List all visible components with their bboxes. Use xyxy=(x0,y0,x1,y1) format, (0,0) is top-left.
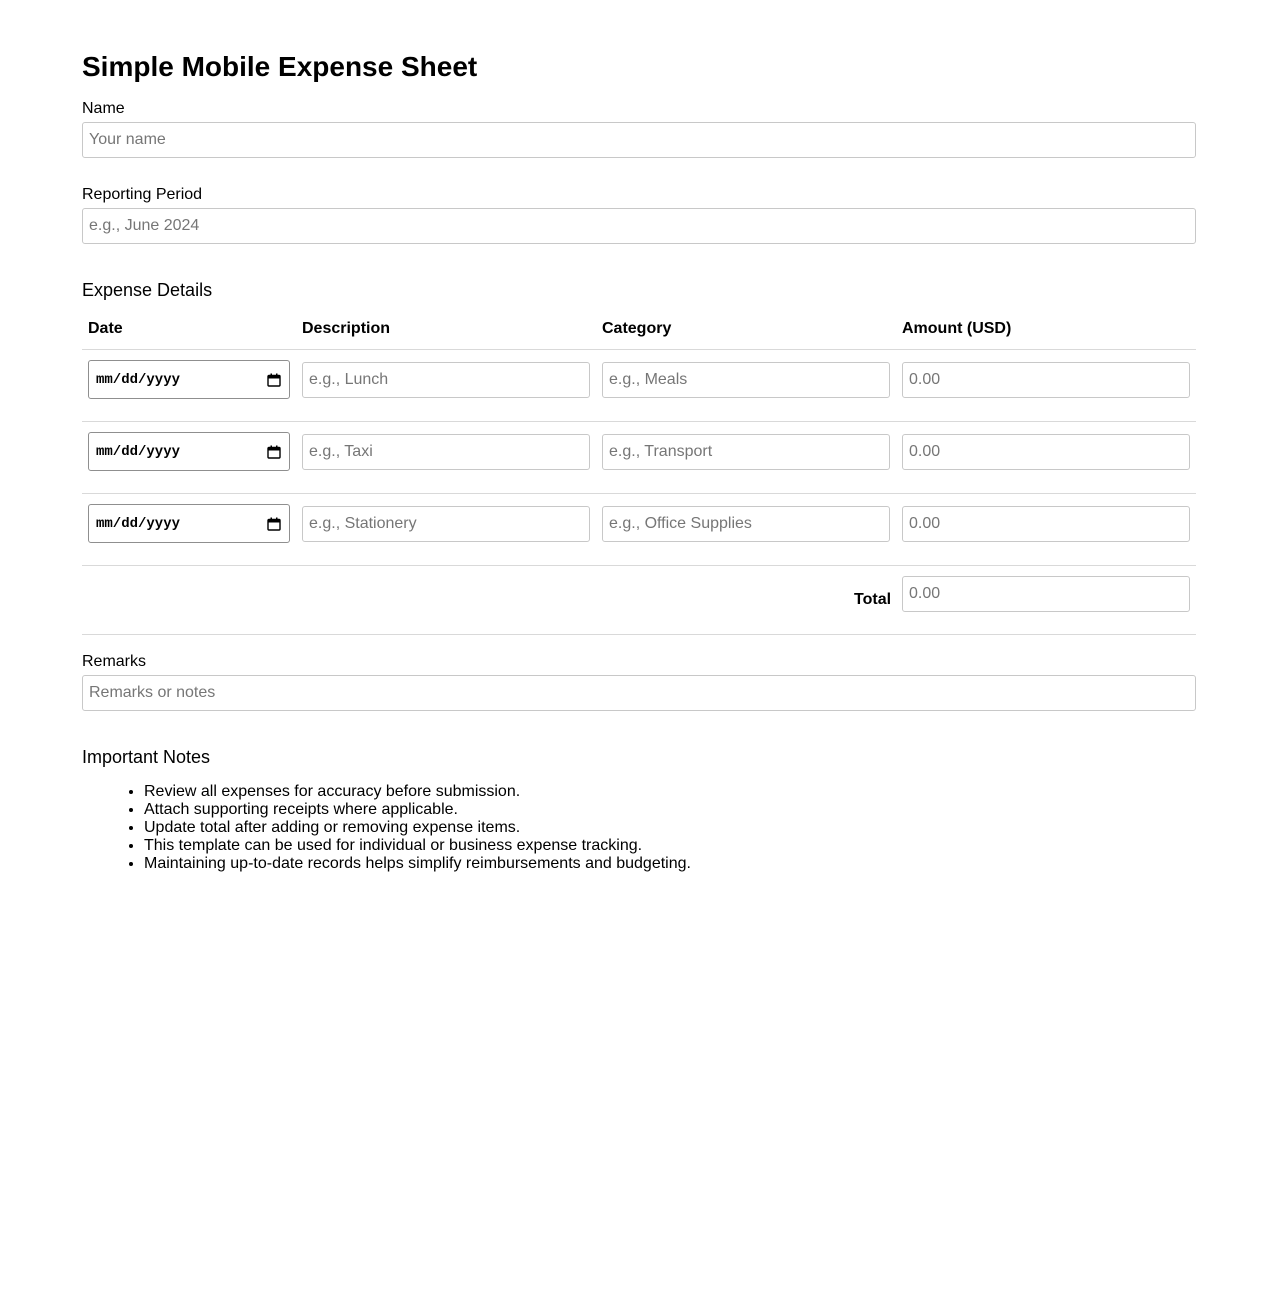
page-title: Simple Mobile Expense Sheet xyxy=(82,51,478,82)
table-header-divider xyxy=(82,349,1196,350)
name-input[interactable] xyxy=(82,122,1196,158)
important-notes-heading: Important Notes xyxy=(82,747,211,767)
row-divider xyxy=(82,421,1196,422)
calendar-icon[interactable] xyxy=(267,517,281,531)
reporting-period-input[interactable] xyxy=(82,208,1196,244)
calendar-icon[interactable] xyxy=(267,373,281,387)
amount-input[interactable] xyxy=(902,506,1190,542)
calendar-icon[interactable] xyxy=(267,445,281,459)
list-item: • Review all expenses for accuracy before submission. xyxy=(144,783,691,801)
date-input[interactable] xyxy=(88,360,290,399)
notes-list xyxy=(82,783,691,873)
total-amount-input[interactable] xyxy=(902,576,1190,612)
description-input[interactable] xyxy=(302,362,590,398)
table-bottom-divider xyxy=(82,634,1196,635)
category-input[interactable] xyxy=(602,362,890,398)
list-item: • Update total after adding or removing expense items. xyxy=(144,819,691,837)
name-label: Name xyxy=(82,100,125,117)
column-header-amount: Amount (USD) xyxy=(902,320,1012,337)
row-divider xyxy=(82,565,1196,566)
column-header-description: Description xyxy=(302,320,391,337)
description-input[interactable] xyxy=(302,434,590,470)
column-header-category: Category xyxy=(602,320,672,337)
amount-input[interactable] xyxy=(902,362,1190,398)
date-input[interactable] xyxy=(88,504,290,543)
date-input-placeholder: mm/dd/yyyy xyxy=(96,443,181,460)
date-input-placeholder: mm/dd/yyyy xyxy=(96,515,181,532)
list-item: • Attach supporting receipts where applicable. xyxy=(144,801,691,819)
remarks-label: Remarks xyxy=(82,653,147,670)
remarks-input[interactable] xyxy=(82,675,1196,711)
list-item: • Maintaining up-to-date records helps simplify reimbursements and budgeting. xyxy=(144,855,691,873)
total-label: Total xyxy=(854,591,892,608)
date-input-placeholder: mm/dd/yyyy xyxy=(96,371,181,388)
expense-details-heading: Expense Details xyxy=(82,280,213,300)
reporting-period-label: Reporting Period xyxy=(82,186,203,203)
list-item: • This template can be used for individual or business expense tracking. xyxy=(144,837,691,855)
amount-input[interactable] xyxy=(902,434,1190,470)
category-input[interactable] xyxy=(602,506,890,542)
row-divider xyxy=(82,493,1196,494)
date-input[interactable] xyxy=(88,432,290,471)
category-input[interactable] xyxy=(602,434,890,470)
description-input[interactable] xyxy=(302,506,590,542)
column-header-date: Date xyxy=(88,320,123,337)
